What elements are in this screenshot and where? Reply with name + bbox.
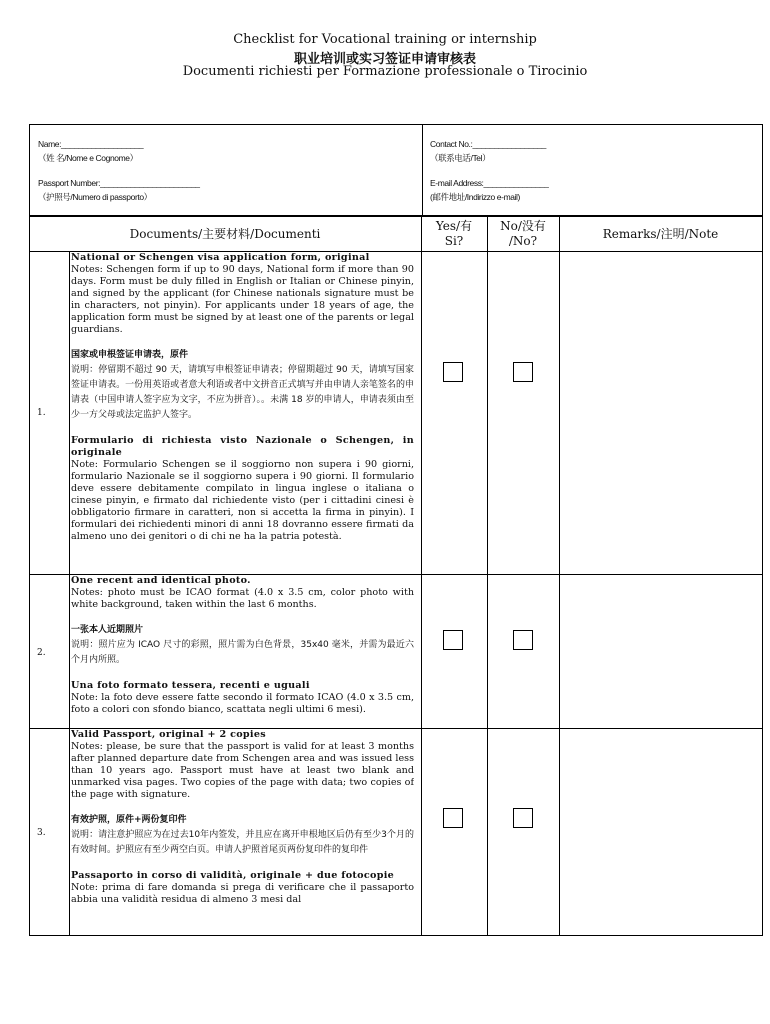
no-checkbox[interactable] xyxy=(513,808,533,828)
title-chinese: 职业培训或实习签证申请审核表 xyxy=(293,52,476,67)
table-border-bottom xyxy=(29,935,763,936)
table-border-right xyxy=(762,216,763,936)
english-title: One recent and identical photo. xyxy=(71,575,251,586)
title-italian: Documenti richiesti per Formazione professionale o Tirocinio xyxy=(182,64,588,79)
italian-notes: Note: la foto deve essere fatte secondo il formato ICAO (4.0 x 3.5 cm, foto a colori con sfondo bianco, scattata negli ultimi 6 mesi). xyxy=(71,692,414,715)
document-description-passport-form xyxy=(71,252,414,574)
chinese-title: 有效护照，原件+两份复印件 xyxy=(71,815,187,825)
remarks-column-header: Remarks/注明/Note xyxy=(602,227,719,241)
english-title: Valid Passport, original + 2 copies xyxy=(71,729,266,740)
table-border-left xyxy=(29,216,30,936)
yes-checkbox[interactable] xyxy=(443,362,463,382)
english-notes: Notes: photo must be ICAO format (4.0 x 3.5 cm, color photo with white background, taken within the last 6 months. xyxy=(71,587,414,610)
contact-number-caption: （联系电话/Tel） xyxy=(430,153,491,163)
yes-column-header xyxy=(421,219,487,249)
document-description-photo xyxy=(71,575,414,728)
row-number: 1. xyxy=(37,408,46,418)
english-title: National or Schengen visa application form, original xyxy=(71,252,370,263)
chinese-notes: 说明：照片应为 ICAO 尺寸的彩照，照片需为白色背景，35x40 毫米，并需为最近六个月内所照。 xyxy=(71,640,414,665)
italian-notes: Note: prima di fare domanda si prega di verificare che il passaporto abbia una validità residua di almeno 3 mesi dal xyxy=(71,882,414,905)
english-notes: Notes: Schengen form if up to 90 days, National form if more than 90 days. Form must be duly filled in English or Italian or Chinese pinyin, and signed by the applicant (for Chinese nationals signature must be in characters, not pinyin). For applicants under 18 years of age, the application form must be signed by at least one of the parents or legal guardians. xyxy=(71,264,414,335)
italian-notes: Note: Formulario Schengen se il soggiorno non supera i 90 giorni, formulario Nazionale se il soggiorno supera i 90 giorni. Il formulario deve essere debitamente compilato in lingua inglese o italiana o cinese pinyin, e firmato dal richiedente visto (per i cittadini cinesi è obbligatorio firmare in caratteri, non si accetta la firma in pinyin). I formulari dei richiedenti minori di anni 18 dovranno essere firmati da almeno uno dei genitori o di chi ne ha la patria potestà. xyxy=(71,459,414,542)
documents-column-header: Documents/主要材料/Documenti xyxy=(129,227,321,241)
no-header-line-2: /No? xyxy=(508,234,538,248)
italian-title: Passaporto in corso di validità, originale + due fotocopie xyxy=(71,870,395,881)
title-english: Checklist for Vocational training or internship xyxy=(233,32,537,47)
no-header-line-1: No/没有 xyxy=(500,219,546,233)
yes-header-line-2: Si? xyxy=(444,234,464,248)
chinese-notes: 说明：停留期不超过 90 天，请填写申根签证申请表；停留期超过 90 天，请填写国家签证申请表。一份用英语或者意大利语或者中文拼音正式填写并由申请人亲笔签名的申请表（中国申请人签字应为文字，不应为拼音）。。未满 18 岁的申请人，申请表须由至少一方父母或法定监护人签字。 xyxy=(71,365,414,420)
chinese-title: 国家或申根签证申请表，原件 xyxy=(71,350,189,360)
english-notes: Notes: please, be sure that the passport is valid for at least 3 months after planned departure date from Schengen area and was issued less than 10 years ago. Passport must have at least two blank and unmarked visa pages. Two copies of the page with data; two copies of the page with signature. xyxy=(71,741,414,800)
no-column-header xyxy=(487,219,559,249)
no-checkbox[interactable] xyxy=(513,362,533,382)
row-number: 2. xyxy=(37,648,46,658)
email-field[interactable]: E-mail Address:_______________ xyxy=(430,178,549,188)
no-checkbox[interactable] xyxy=(513,630,533,650)
chinese-title: 一张本人近期照片 xyxy=(71,625,144,635)
no-column-divider xyxy=(559,216,560,936)
documents-table xyxy=(29,216,763,936)
chinese-notes: 说明：请注意护照应为在过去10年内签发，并且应在离开申根地区后仍有至少3个月的有效时间。护照应有至少两空白页。申请人护照首尾页两份复印件的复印件 xyxy=(71,830,414,855)
italian-title: Formulario di richiesta visto Nazionale o Schengen, in originale xyxy=(71,435,414,458)
contact-number-field[interactable]: Contact No.:_________________ xyxy=(430,139,547,149)
email-field-caption: (邮件地址/Indirizzo e-mail) xyxy=(430,192,520,202)
italian-title: Una foto formato tessera, recenti e uguali xyxy=(71,680,310,691)
number-column-divider xyxy=(69,251,70,936)
yes-checkbox[interactable] xyxy=(443,808,463,828)
name-field-caption: （姓 名/Nome e Cognome） xyxy=(38,153,138,163)
name-field[interactable]: Name:___________________ xyxy=(38,139,144,149)
passport-number-caption: （护照号/Numero di passporto） xyxy=(38,192,152,202)
info-divider xyxy=(422,125,423,215)
yes-checkbox[interactable] xyxy=(443,630,463,650)
document-description-passport xyxy=(71,729,414,935)
documents-column-divider xyxy=(421,216,422,936)
applicant-info-box xyxy=(29,124,763,216)
row-number: 3. xyxy=(37,828,46,838)
table-border-top xyxy=(29,216,763,217)
yes-column-divider xyxy=(487,216,488,936)
passport-number-field[interactable]: Passport Number:_______________________ xyxy=(38,178,200,188)
yes-header-line-1: Yes/有 xyxy=(435,219,473,233)
